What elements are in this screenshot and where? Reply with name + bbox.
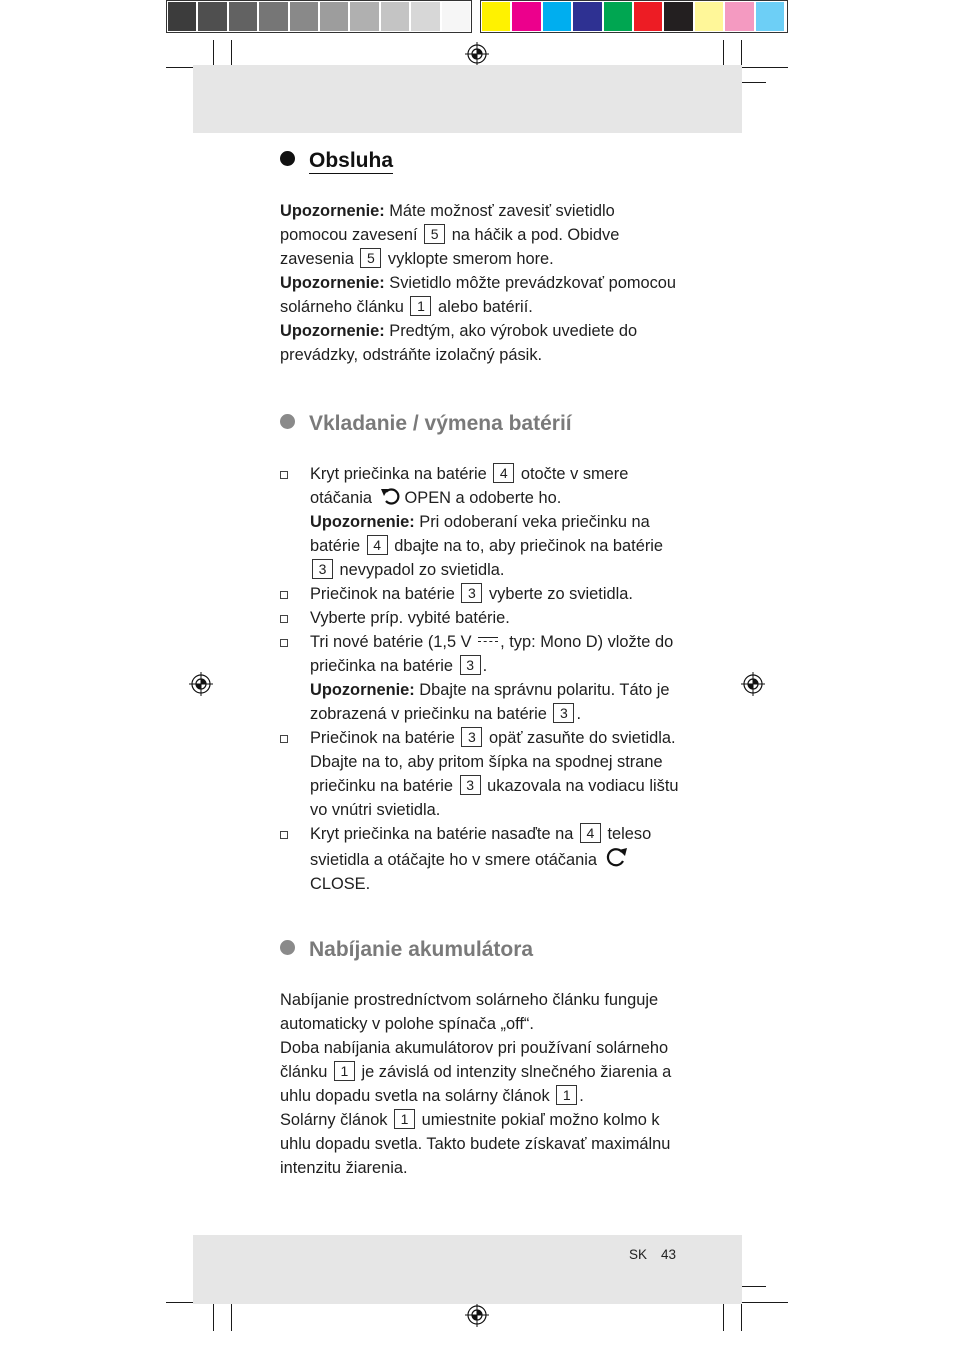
part-number-ref: 3 bbox=[553, 703, 574, 723]
text: dbajte na to, aby priečinok na batérie bbox=[389, 537, 664, 555]
color-swatch bbox=[756, 2, 784, 31]
paragraph bbox=[280, 1036, 680, 1108]
text: vyberte zo svietidla. bbox=[484, 585, 633, 603]
instruction-list bbox=[280, 462, 680, 896]
color-swatch bbox=[381, 2, 409, 31]
list-item bbox=[280, 606, 680, 630]
part-number-ref: 3 bbox=[461, 583, 482, 603]
close-label: CLOSE. bbox=[310, 875, 371, 893]
paragraph bbox=[280, 1108, 680, 1180]
registration-mark-icon bbox=[465, 42, 489, 66]
note-label: Upozornenie: bbox=[280, 202, 385, 220]
part-number-ref: 5 bbox=[424, 224, 445, 244]
note-paragraph bbox=[280, 319, 680, 367]
part-number-ref: 1 bbox=[334, 1061, 355, 1081]
note-paragraph bbox=[280, 271, 680, 319]
bullet-dot-icon bbox=[280, 940, 295, 955]
color-swatch bbox=[725, 2, 753, 31]
color-swatch bbox=[442, 2, 470, 31]
text: Priečinok na batérie bbox=[310, 585, 460, 603]
text: Vyberte príp. vybité batérie. bbox=[310, 609, 510, 627]
header-band bbox=[193, 65, 742, 133]
page-footer bbox=[629, 1247, 690, 1262]
text: ukazovala na vodiacu lištu vo vnútri svietidla. bbox=[310, 777, 679, 819]
checkbox-bullet-icon bbox=[280, 639, 288, 647]
note-label: Upozornenie: bbox=[280, 274, 385, 292]
registration-mark-icon bbox=[741, 672, 765, 696]
open-label: OPEN bbox=[404, 489, 451, 507]
rotate-clockwise-icon bbox=[605, 846, 629, 868]
checkbox-bullet-icon bbox=[280, 735, 288, 743]
color-swatch bbox=[604, 2, 632, 31]
checkbox-bullet-icon bbox=[280, 615, 288, 623]
bullet-dot-icon bbox=[280, 414, 295, 429]
registration-mark-icon bbox=[465, 1303, 489, 1327]
color-swatch bbox=[543, 2, 571, 31]
part-number-ref: 5 bbox=[360, 248, 381, 268]
checkbox-bullet-icon bbox=[280, 831, 288, 839]
part-number-ref: 1 bbox=[556, 1085, 577, 1105]
section3-body bbox=[280, 988, 680, 1180]
text: Máte možnosť zavesiť svietidlo pomocou zavesení bbox=[280, 202, 615, 244]
section-heading-obsluha bbox=[280, 147, 393, 175]
text: . bbox=[482, 657, 488, 675]
text: Svietidlo môžte prevádzkovať pomocou solárneho článku bbox=[280, 274, 677, 316]
text: , typ: Mono D) vložte do priečinka na batérie bbox=[310, 633, 674, 675]
color-swatch bbox=[411, 2, 439, 31]
color-swatch bbox=[290, 2, 318, 31]
heading-text: Obsluha bbox=[309, 149, 394, 172]
note-label: Upozornenie: bbox=[310, 513, 415, 531]
text: umiestnite pokiaľ možno kolmo k uhlu dopadu svetla. Takto budete získavať maximálnu intenzitu žiarenia. bbox=[280, 1111, 671, 1177]
text: teleso svietidla a otáčajte ho v smere otáčania bbox=[310, 825, 652, 869]
text: opäť zasuňte do svietidla. Dbajte na to, aby pritom šípka na spodnej strane priečinku na batérie bbox=[310, 729, 676, 795]
color-swatch bbox=[664, 2, 692, 31]
section-heading-vkladanie bbox=[280, 410, 572, 438]
bullet-dot-icon bbox=[280, 151, 295, 166]
direct-current-icon bbox=[478, 634, 498, 646]
note-label: Upozornenie: bbox=[310, 681, 415, 699]
list-item bbox=[280, 726, 680, 822]
color-swatch bbox=[482, 2, 510, 31]
text: Solárny článok bbox=[280, 1111, 393, 1129]
note-label: Upozornenie: bbox=[280, 322, 385, 340]
footer-band bbox=[193, 1235, 742, 1304]
text: alebo batérií. bbox=[433, 298, 533, 316]
list-item bbox=[280, 822, 680, 896]
heading-text: Nabíjanie akumulátora bbox=[309, 938, 534, 961]
text: Dbajte na správnu polaritu. Táto je zobrazená v priečinku na batérie bbox=[310, 681, 670, 723]
text: Kryt priečinka na batérie nasaďte na bbox=[310, 825, 578, 843]
text: Doba nabíjania akumulátorov pri používaní solárneho článku bbox=[280, 1039, 669, 1081]
color-swatch bbox=[320, 2, 348, 31]
color-swatch bbox=[198, 2, 226, 31]
text: Pri odoberaní veka priečinku na batérie bbox=[310, 513, 650, 555]
registration-mark-icon bbox=[189, 672, 213, 696]
text: Tri nové batérie (1,5 V bbox=[310, 633, 477, 651]
list-item bbox=[280, 630, 680, 726]
part-number-ref: 3 bbox=[460, 775, 481, 795]
paragraph: Nabíjanie prostredníctvom solárneho článku funguje automaticky v polohe spínača „off“. bbox=[280, 991, 659, 1033]
part-number-ref: 3 bbox=[461, 727, 482, 747]
text: a odoberte ho. bbox=[450, 489, 562, 507]
part-number-ref: 4 bbox=[580, 823, 601, 843]
section2-body bbox=[280, 462, 680, 896]
part-number-ref: 3 bbox=[460, 655, 481, 675]
checkbox-bullet-icon bbox=[280, 471, 288, 479]
part-number-ref: 4 bbox=[367, 535, 388, 555]
color-swatch bbox=[573, 2, 601, 31]
text: nevypadol zo svietidla. bbox=[335, 561, 505, 579]
text: . bbox=[579, 1087, 584, 1105]
section-heading-nabijanie bbox=[280, 936, 533, 964]
text: otočte v smere otáčania bbox=[310, 465, 629, 507]
list-item bbox=[280, 582, 680, 606]
text: Predtým, ako výrobok uvediete do prevádzky, odstráňte izolačný pásik. bbox=[280, 322, 638, 364]
note-paragraph bbox=[280, 199, 680, 271]
text: vyklopte smerom hore. bbox=[383, 250, 554, 268]
part-number-ref: 4 bbox=[493, 463, 514, 483]
color-swatch bbox=[350, 2, 378, 31]
text: Kryt priečinka na batérie bbox=[310, 465, 492, 483]
text: je závislá od intenzity slnečného žiarenia a uhlu dopadu svetla na solárny článok bbox=[280, 1063, 672, 1105]
text: na háčik a pod. Obidve zavesenia bbox=[280, 226, 620, 268]
language-code: SK bbox=[629, 1247, 648, 1262]
checkbox-bullet-icon bbox=[280, 591, 288, 599]
color-swatch bbox=[229, 2, 257, 31]
part-number-ref: 3 bbox=[312, 559, 333, 579]
part-number-ref: 1 bbox=[394, 1109, 415, 1129]
color-swatch bbox=[695, 2, 723, 31]
color-swatch bbox=[512, 2, 540, 31]
heading-text: Vkladanie / výmena batérií bbox=[309, 412, 572, 435]
section1-body bbox=[280, 199, 680, 367]
part-number-ref: 1 bbox=[410, 296, 431, 316]
list-item bbox=[280, 462, 680, 582]
color-swatch bbox=[259, 2, 287, 31]
text: . bbox=[576, 705, 582, 723]
color-swatch bbox=[168, 2, 196, 31]
color-swatch bbox=[634, 2, 662, 31]
text: Priečinok na batérie bbox=[310, 729, 460, 747]
page-number: 43 bbox=[661, 1247, 677, 1262]
rotate-counterclockwise-icon bbox=[380, 486, 402, 506]
